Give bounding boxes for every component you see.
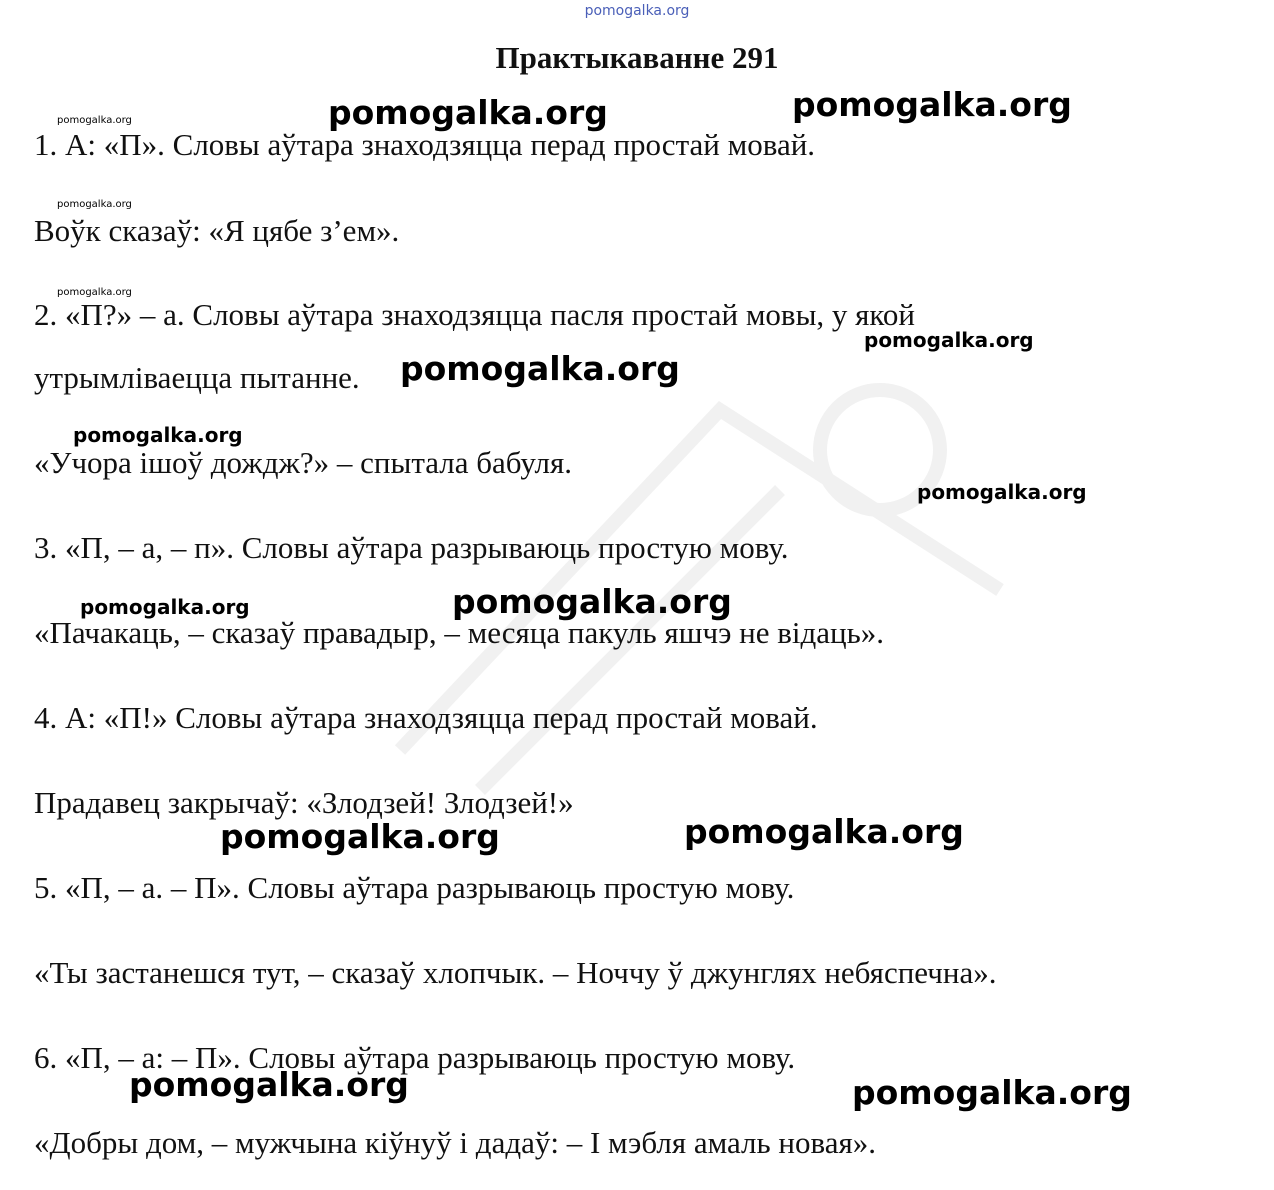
line-7: «Пачакаць, – сказаў правадыр, – месяца пакуль яшчэ не відаць». [34, 615, 885, 650]
watermark: pomogalka.org [73, 423, 243, 447]
watermark: pomogalka.org [57, 199, 132, 210]
line-5: «Учора ішоў дождж?» – спытала бабуля. [34, 445, 573, 480]
line-6: 3. «П, – а, – п». Словы аўтара разрываюць простую мову. [34, 530, 789, 565]
line-11: «Ты застанешся тут, – сказаў хлопчык. – Ноччу ў джунглях небяспечна». [34, 955, 997, 990]
line-13: «Добры дом, – мужчына кіўнуў і дадаў: – І мэбля амаль новая». [34, 1125, 876, 1160]
site-link[interactable]: pomogalka.org [584, 3, 690, 19]
watermark: pomogalka.org [80, 595, 250, 619]
watermark: pomogalka.org [400, 349, 680, 388]
watermark: pomogalka.org [328, 93, 608, 132]
watermark: pomogalka.org [57, 115, 132, 126]
line-2: Воўк сказаў: «Я цябе з’ем». [34, 213, 400, 248]
line-12: 6. «П, – а: – П». Словы аўтара разрываюць простую мову. [34, 1040, 796, 1075]
watermark: pomogalka.org [129, 1065, 409, 1104]
line-3: 2. «П?» – а. Словы аўтара знаходзяцца пасля простай мовы, у якой [34, 297, 915, 332]
line-1: 1. А: «П». Словы аўтара знаходзяцца перад простай мовай. [34, 127, 816, 162]
watermark: pomogalka.org [452, 582, 732, 621]
line-9: Прадавец закрычаў: «Злодзей! Злодзей!» [34, 785, 574, 820]
watermark: pomogalka.org [852, 1073, 1132, 1112]
watermark: pomogalka.org [220, 817, 500, 856]
watermark: pomogalka.org [792, 85, 1072, 124]
line-4: утрымліваецца пытанне. [34, 360, 360, 395]
background-watermark-shape [360, 330, 1060, 810]
page-title: Практыкаванне 291 [495, 40, 779, 75]
watermark: pomogalka.org [864, 328, 1034, 352]
watermark: pomogalka.org [917, 480, 1087, 504]
line-8: 4. А: «П!» Словы аўтара знаходзяцца перад простай мовай. [34, 700, 818, 735]
watermark: pomogalka.org [684, 812, 964, 851]
watermark: pomogalka.org [57, 287, 132, 298]
line-10: 5. «П, – а. – П». Словы аўтара разрываюць простую мову. [34, 870, 795, 905]
